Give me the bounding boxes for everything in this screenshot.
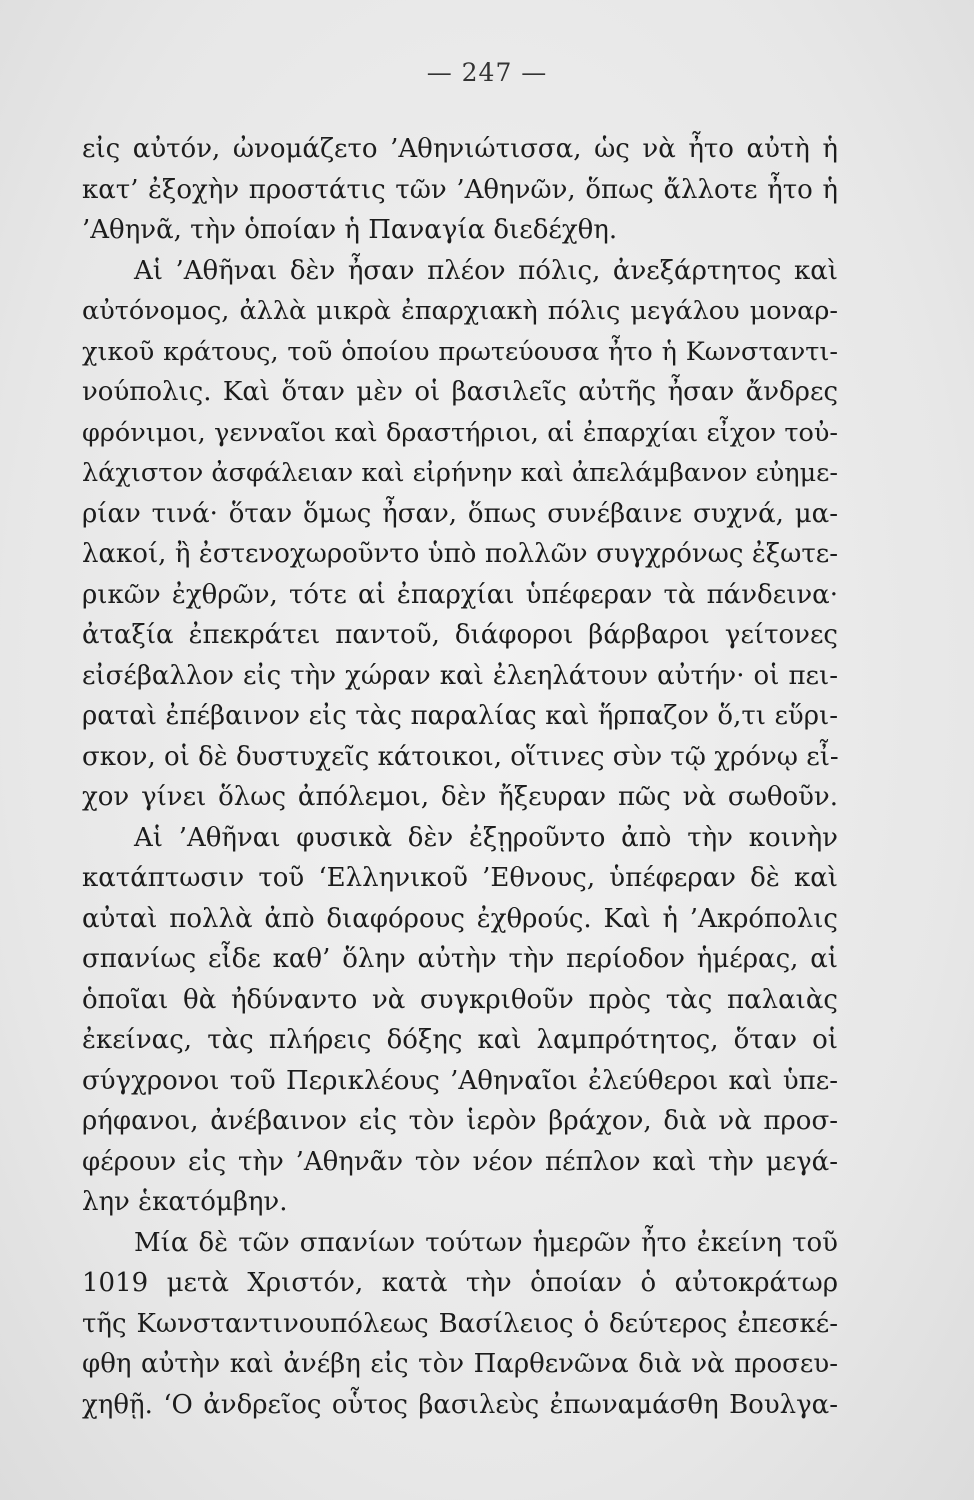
- text-line: κατ’ ἐξοχὴν προστάτις τῶν ’Αθηνῶν, ὅπως ἄλλοτε ἦτο ἡ: [82, 174, 838, 205]
- text-line: σπανίως εἶδε καθ’ ὅλην αὐτὴν τὴν περίοδον ἡμέρας, αἱ: [82, 944, 838, 974]
- text-line: εἰς αὐτόν, ὠνομάζετο ’Αθηνιώτισσα, ὡς νὰ ἦτο αὐτὴ ἡ: [82, 134, 838, 164]
- text-line: 1019 μετὰ Χριστόν, κατὰ τὴν ὁποίαν ὁ αὐτοκράτωρ: [82, 1268, 838, 1298]
- text-line: ρήφανοι, ἀνέβαινον εἰς τὸν ἱερὸν βράχον, διὰ νὰ προσ-: [82, 1106, 838, 1136]
- text-line: λάχιστον ἀσφάλειαν καὶ εἰρήνην καὶ ἀπελάμβανον εὐημε-: [82, 458, 838, 488]
- text-line: αὐτόνομος, ἀλλὰ μικρὰ ἐπαρχιακὴ πόλις μεγάλου μοναρ-: [82, 296, 838, 326]
- text-line: τῆς Κωνσταντινουπόλεως Βασίλειος ὁ δεύτερος ἐπεσκέ-: [82, 1308, 838, 1339]
- text-line: ραταὶ ἐπέβαινον εἰς τὰς παραλίας καὶ ἥρπαζον ὅ,τι εὕρι-: [82, 701, 838, 731]
- text-line: Αἱ ’Αθῆναι φυσικὰ δὲν ἐξῃροῦντο ἀπὸ τὴν κοινὴν: [134, 822, 838, 853]
- text-line: χικοῦ κράτους, τοῦ ὁποίου πρωτεύουσα ἦτο ἡ Κωνσταντι-: [82, 336, 838, 367]
- text-line: νούπολις. Καὶ ὅταν μὲν οἱ βασιλεῖς αὐτῆς ἦσαν ἄνδρες: [82, 377, 838, 407]
- text-line: Αἱ ’Αθῆναι δὲν ἦσαν πλέον πόλις, ἀνεξάρτητος καὶ: [134, 255, 838, 286]
- text-line: σκον, οἱ δὲ δυστυχεῖς κάτοικοι, οἵτινες σὺν τῷ χρόνῳ εἶ-: [82, 741, 839, 772]
- text-line: ’Αθηνᾶ, τὴν ὁποίαν ἡ Παναγία διεδέχθη.: [82, 215, 618, 245]
- text-line: ἐκείνας, τὰς πλήρεις δόξης καὶ λαμπρότητος, ὅταν οἱ: [82, 1025, 838, 1055]
- body-text: [82, 129, 838, 1425]
- page-number: — 247 —: [426, 58, 548, 87]
- text-line: χον γίνει ὅλως ἀπόλεμοι, δὲν ἤξευραν πῶς νὰ σωθοῦν.: [82, 782, 838, 812]
- text-line: ρικῶν ἐχθρῶν, τότε αἱ ἐπαρχίαι ὑπέφεραν τὰ πάνδεινα·: [82, 579, 838, 610]
- text-line: Μία δὲ τῶν σπανίων τούτων ἡμερῶν ἦτο ἐκείνη τοῦ: [134, 1227, 838, 1258]
- text-line: ἀταξία ἐπεκράτει παντοῦ, διάφοροι βάρβαροι γείτονες: [82, 620, 838, 650]
- text-line: φρόνιμοι, γενναῖοι καὶ δραστήριοι, αἱ ἐπαρχίαι εἶχον τοὐ-: [82, 417, 838, 448]
- text-line: φέρουν εἰς τὴν ’Αθηνᾶν τὸν νέον πέπλον καὶ τὴν μεγά-: [82, 1146, 838, 1177]
- text-line: αὐταὶ πολλὰ ἀπὸ διαφόρους ἐχθρούς. Καὶ ἡ ’Ακρόπολις: [82, 903, 838, 934]
- text-line: λην ἑκατόμβην.: [82, 1187, 288, 1217]
- text-line: χηθῇ. ‘Ο ἀνδρεῖος οὗτος βασιλεὺς ἐπωναμάσθη Βουλγα-: [82, 1389, 838, 1420]
- text-line: ὁποῖαι θὰ ἠδύναντο νὰ συγκριθοῦν πρὸς τὰς παλαιὰς: [82, 984, 838, 1015]
- text-line: κατάπτωσιν τοῦ ‘Ελληνικοῦ ’Εθνους, ὑπέφεραν δὲ καὶ: [82, 863, 838, 893]
- text-line: ρίαν τινά· ὅταν ὅμως ἦσαν, ὅπως συνέβαινε συχνά, μα-: [82, 498, 838, 529]
- text-line: φθη αὐτὴν καὶ ἀνέβη εἰς τὸν Παρθενῶνα διὰ νὰ προσευ-: [82, 1349, 838, 1379]
- text-line: σύγχρονοι τοῦ Περικλέους ’Αθηναῖοι ἐλεύθεροι καὶ ὑπε-: [82, 1065, 838, 1096]
- text-line: εἰσέβαλλον εἰς τὴν χώραν καὶ ἐλεηλάτουν αὐτήν· οἱ πει-: [82, 660, 838, 691]
- text-line: λακοί, ἢ ἐστενοχωροῦντο ὑπὸ πολλῶν συγχρόνως ἐξωτε-: [82, 539, 838, 569]
